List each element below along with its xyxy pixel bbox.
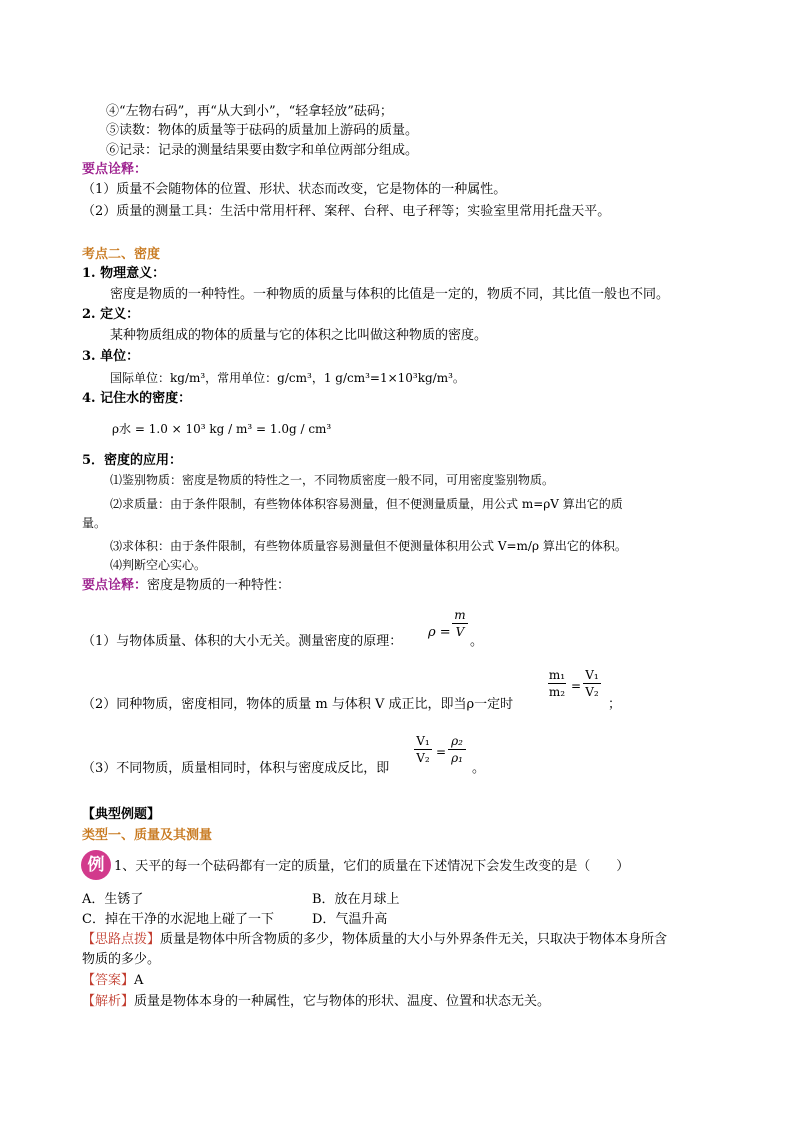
option-c: C．掉在干净的水泥地上碰了一下 bbox=[82, 912, 274, 927]
density-lhs: ρ = bbox=[428, 625, 451, 640]
density-ratio-fraction: ρ₂ ρ₁ bbox=[448, 734, 466, 765]
section-title: 考点二、密度 bbox=[82, 247, 161, 262]
item-heading: 3. 单位： bbox=[82, 349, 140, 364]
step-6: ⑥记录：记录的测量结果要由数字和单位两部分组成。 bbox=[106, 143, 419, 158]
type-heading: 类型一、质量及其测量 bbox=[82, 828, 213, 843]
item-heading: 2. 定义： bbox=[82, 307, 140, 322]
notes2-intro: 密度是物质的一种特性： bbox=[147, 578, 291, 593]
ratio-tail: ； bbox=[608, 697, 622, 712]
analysis-row bbox=[82, 993, 550, 1011]
example-badge-icon: 例 bbox=[81, 850, 111, 880]
item-body: 密度是物质的一种特性。一种物质的质量与体积的比值是一定的，物质不同，其比值一般也不同。 bbox=[110, 287, 670, 302]
density-fraction bbox=[452, 608, 468, 639]
notes-heading: 要点诠释： bbox=[82, 578, 148, 593]
volume-ratio-fraction: V₁ V₂ bbox=[583, 668, 601, 699]
item-heading: 4. 记住水的密度： bbox=[82, 391, 192, 406]
step-4: ④“左物右码”，再“从大到小”，“轻拿轻放”砝码； bbox=[106, 104, 393, 119]
application-line: ⑶求体积：由于条件限制，有些物体质量容易测量但不便测量体积用公式 V=m/ρ 算出它的体积。 bbox=[110, 539, 627, 553]
note2-line-1: （1）与物体质量、体积的大小无关。测量密度的原理： bbox=[82, 634, 403, 649]
notes2-row bbox=[82, 577, 290, 595]
option-b: B．放在月球上 bbox=[312, 892, 400, 907]
application-line: ⑵求质量：由于条件限制，有些物体体积容易测量，但不便测量质量，用公式 m=ρV 算出它的质 bbox=[110, 497, 623, 511]
item-body: 某种物质组成的物体的质量与它的体积之比叫做这种物质的密度。 bbox=[110, 328, 488, 343]
answer-label: 【答案】 bbox=[82, 973, 135, 988]
question-text: 1、天平的每一个砝码都有一定的质量，它们的质量在下述情况下会发生改变的是（ ） bbox=[114, 859, 630, 874]
equals-sign: = bbox=[571, 679, 582, 693]
option-d: D．气温升高 bbox=[312, 912, 388, 927]
hint-text: 质量是物体中所含物质的多少，物体质量的大小与外界条件无关，只取决于物体本身所含 bbox=[160, 932, 668, 947]
equals-sign: = bbox=[436, 745, 447, 759]
item-body: 国际单位：kg/m³，常用单位：g/cm³，1 g/cm³=1×10³kg/m³。 bbox=[110, 371, 465, 385]
mass-ratio-fraction: m₁ m₂ bbox=[548, 668, 566, 699]
application-line: ⑷判断空心实心。 bbox=[110, 558, 207, 572]
item-heading: 1. 物理意义： bbox=[82, 266, 166, 281]
examples-heading: 【典型例题】 bbox=[82, 807, 161, 822]
hint-row bbox=[82, 931, 667, 949]
note-line: （2）质量的测量工具：生活中常用杆秤、案秤、台秤、电子秤等；实验室里常用托盘天平。 bbox=[82, 204, 611, 219]
volume-ratio-fraction-2: V₁ V₂ bbox=[414, 734, 432, 765]
water-density-formula: ρ水 = 1.0 × 10³ kg / m³ = 1.0g / cm³ bbox=[112, 422, 332, 436]
application-line: ⑴鉴别物质：密度是物质的特性之一，不同物质密度一般不同，可用密度鉴别物质。 bbox=[110, 473, 555, 487]
inverse-tail: 。 bbox=[472, 761, 486, 776]
note2-line-2: （2）同种物质，密度相同，物体的质量 m 与体积 V 成正比，即当ρ一定时 bbox=[82, 697, 514, 712]
application-line: 量。 bbox=[82, 516, 107, 530]
application-heading: 5．密度的应用： bbox=[82, 453, 183, 468]
frac-den: V bbox=[455, 625, 465, 639]
frac-num: m bbox=[454, 608, 466, 622]
step-5: ⑤读数：物体的质量等于砝码的质量加上游码的质量。 bbox=[106, 123, 419, 138]
option-a: A．生锈了 bbox=[82, 892, 144, 907]
density-tail: 。 bbox=[470, 634, 484, 649]
analysis-text: 质量是物体本身的一种属性，它与物体的形状、温度、位置和状态无关。 bbox=[134, 994, 551, 1009]
hint-text-2: 物质的多少。 bbox=[82, 952, 161, 967]
notes-heading: 要点诠释： bbox=[82, 162, 148, 177]
note-line: （1）质量不会随物体的位置、形状、状态而改变，它是物体的一种属性。 bbox=[82, 182, 507, 197]
note2-line-3: （3）不同物质，质量相同时，体积与密度成反比，即 bbox=[82, 761, 390, 776]
analysis-label: 【解析】 bbox=[82, 994, 135, 1009]
answer-row bbox=[82, 972, 143, 990]
answer-text: A bbox=[134, 973, 144, 988]
hint-label: 【思路点拨】 bbox=[82, 932, 161, 947]
